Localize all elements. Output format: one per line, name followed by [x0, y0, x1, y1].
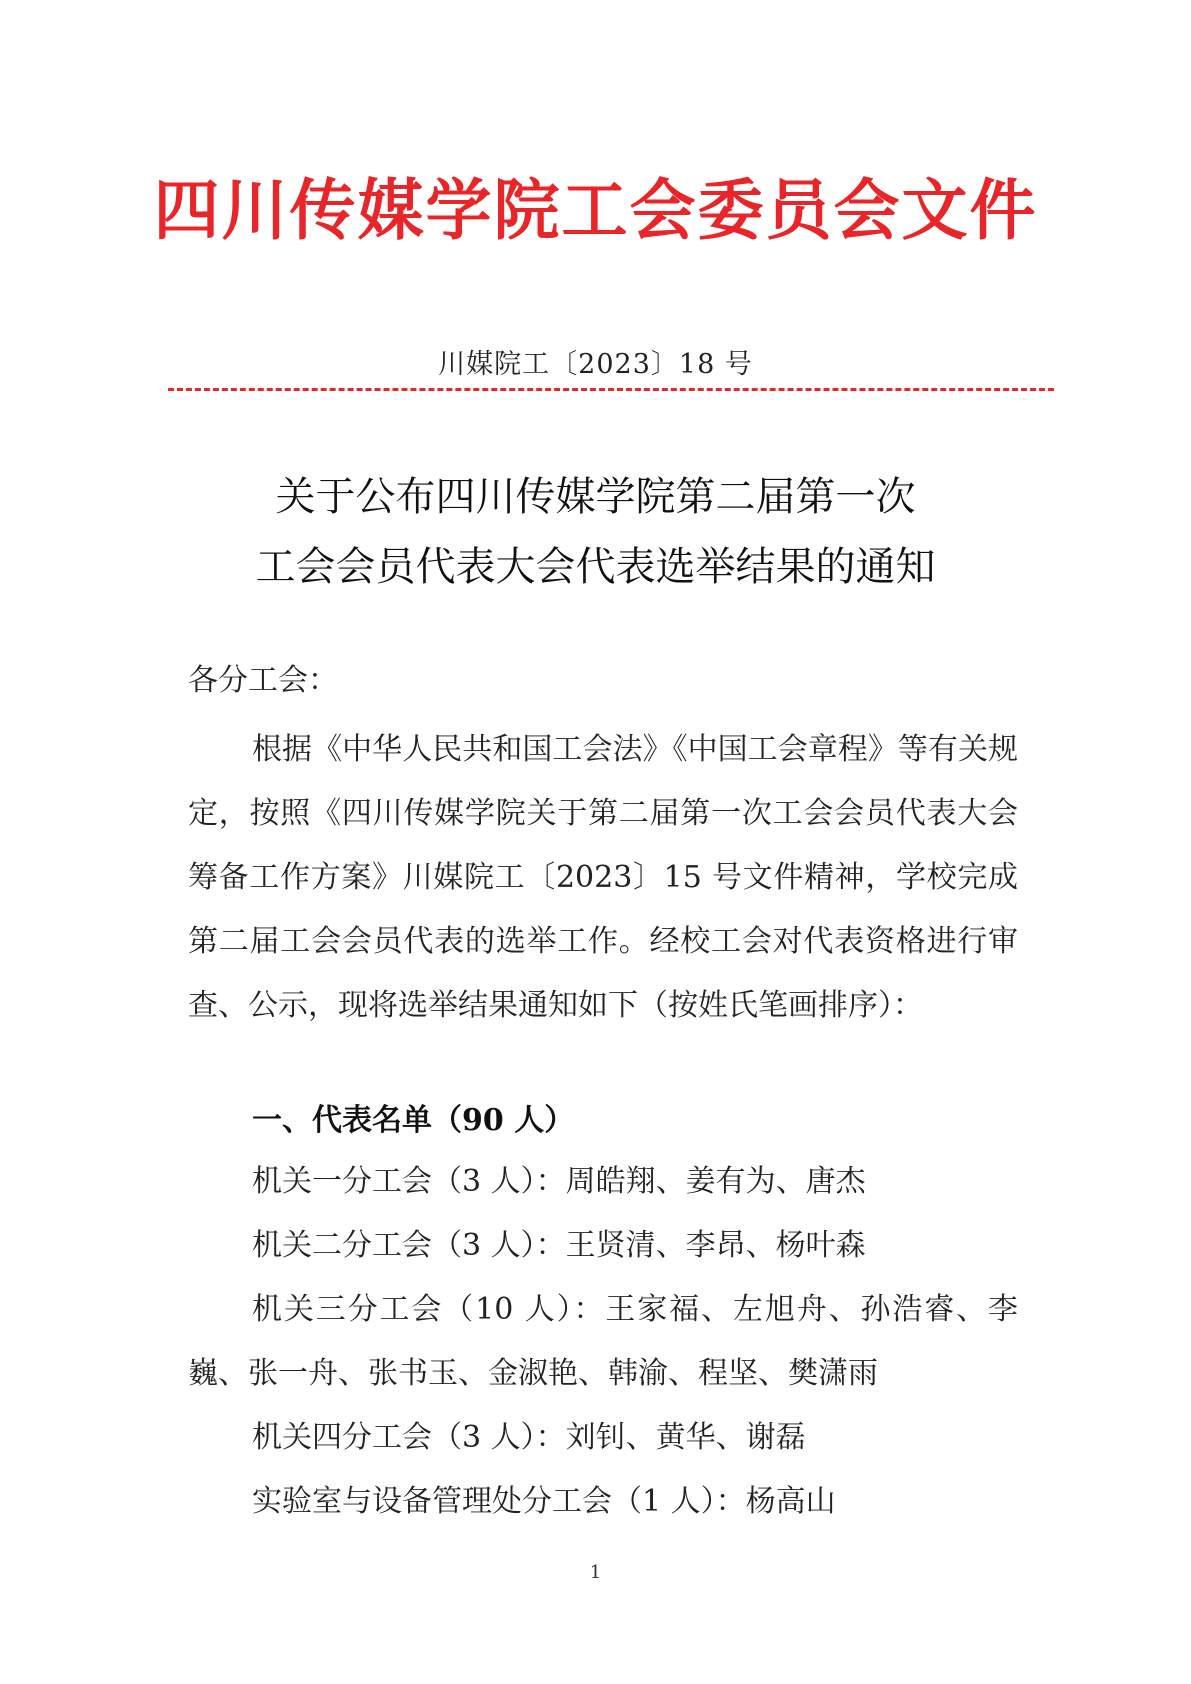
salutation: 各分工会：	[188, 663, 338, 698]
notice-title-line-2: 工会会员代表大会代表选举结果的通知	[255, 544, 936, 590]
notice-title-line-1: 关于公布四川传媒学院第二届第一次	[275, 474, 916, 520]
delegate-list-item: 机关二分工会（3 人）：王贤清、李昂、杨叶森	[252, 1228, 866, 1263]
notice-title	[0, 462, 1191, 602]
delegate-list	[188, 1150, 1018, 1534]
document-number: 川媒院工〔2023〕18 号	[438, 349, 753, 380]
delegate-list-item: 实验室与设备管理处分工会（1 人）：杨高山	[252, 1484, 836, 1519]
page-number: 1	[589, 1562, 602, 1583]
red-divider-line	[168, 388, 1054, 391]
body-paragraph: 根据《中华人民共和国工会法》《中国工会章程》等有关规定，按照《四川传媒学院关于第二届第一次工会会员代表大会筹备工作方案》川媒院工〔2023〕15 号文件精神，学校完成第二届工会会员代表的选举工作。经校工会对代表资格进行审查、公示，现将选举结果通知如下（按姓氏笔画排序）：	[188, 732, 1018, 1023]
delegate-list-item: 机关一分工会（3 人）：周皓翔、姜有为、唐杰	[252, 1164, 866, 1199]
delegate-list-item: 机关四分工会（3 人）：刘钊、黄华、谢磊	[252, 1420, 806, 1455]
document-header-title: 四川传媒学院工会委员会文件	[153, 172, 1038, 249]
section-heading: 一、代表名单（90 人）	[252, 1103, 575, 1138]
delegate-list-item: 机关三分工会（10 人）：王家福、左旭舟、孙浩睿、李巍、张一舟、张书玉、金淑艳、韩渝、程坚、樊潇雨	[188, 1292, 1018, 1391]
